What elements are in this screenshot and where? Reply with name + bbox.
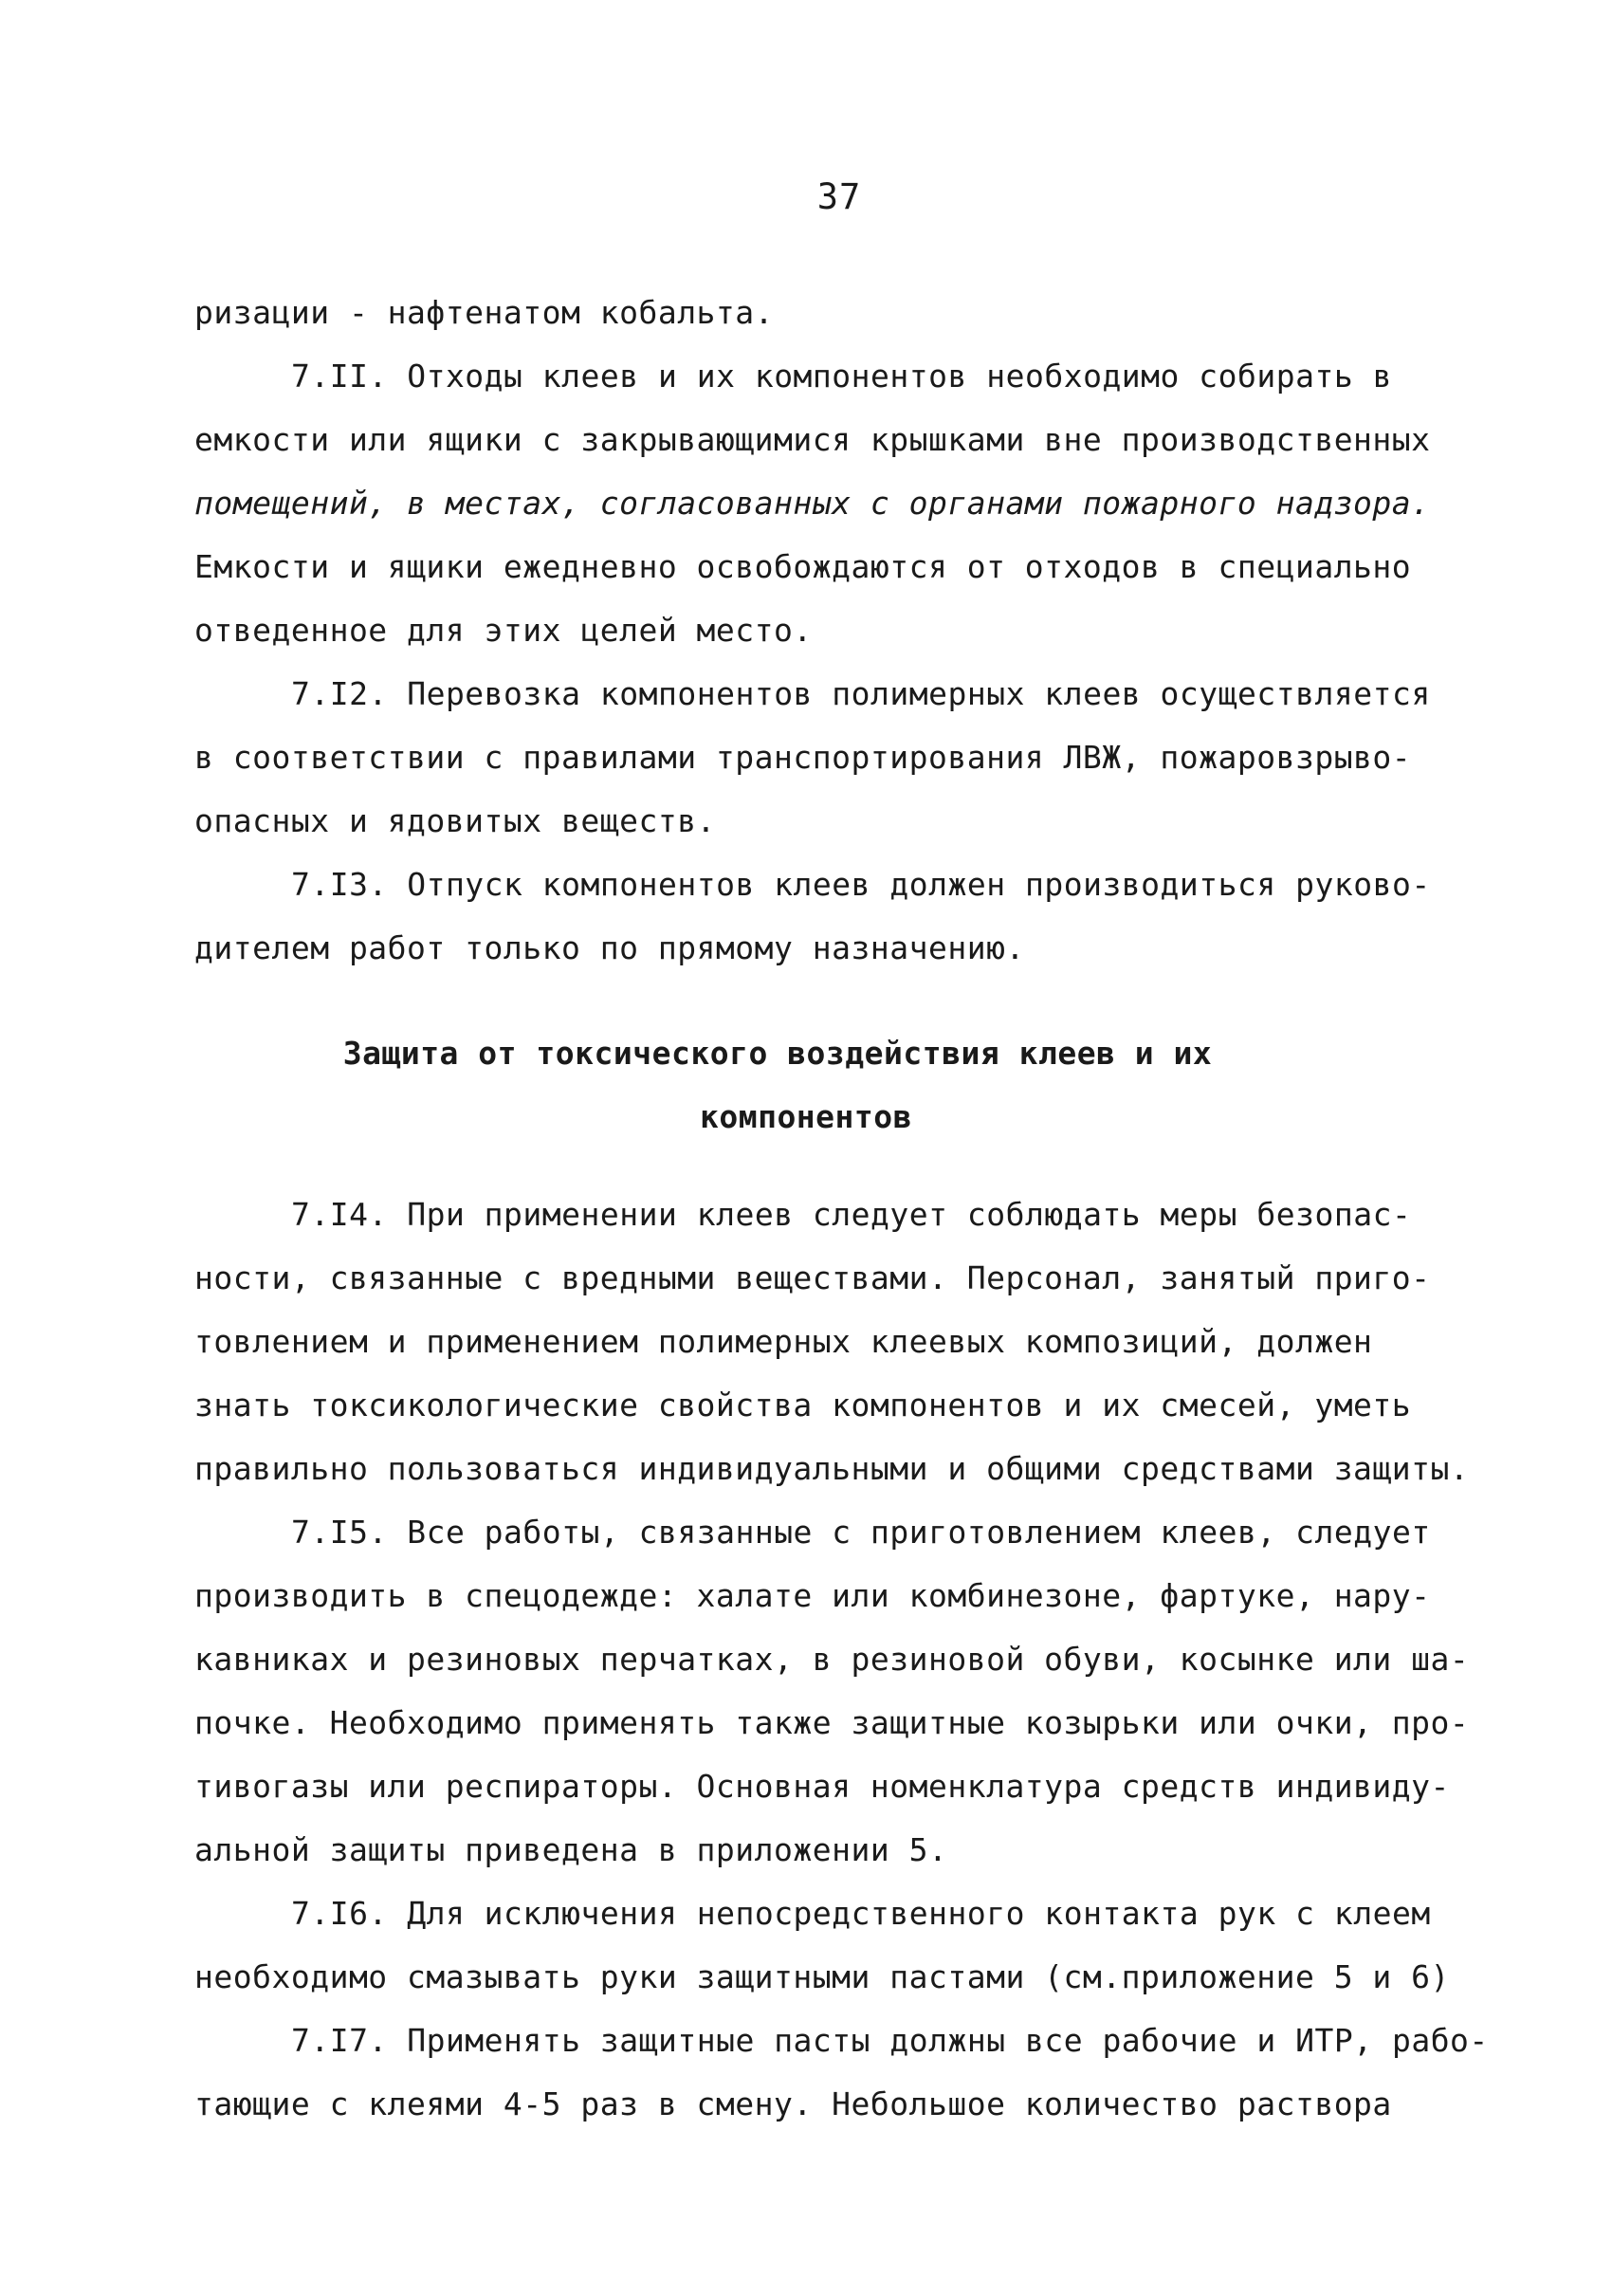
text-line: дителем работ только по прямому назначению. xyxy=(194,929,1025,966)
text-line: необходимо смазывать руки защитными пастами (см.приложение 5 и 6) xyxy=(194,1958,1450,1995)
paragraph-7-12-start: 7.I2. Перевозка компонентов полимерных клеев осуществляется xyxy=(291,675,1431,712)
text-line: тивогазы или респираторы. Основная номенклатура средств индивиду- xyxy=(194,1768,1450,1805)
text-line: Емкости и ящики ежедневно освобождаются от отходов в специально xyxy=(194,548,1412,585)
text-line: знать токсикологические свойства компонентов и их смесей, уметь xyxy=(194,1387,1412,1424)
section-heading-line-2: компонентов xyxy=(699,1098,913,1135)
paragraph-7-14-start: 7.I4. При применении клеев следует соблюдать меры безопас- xyxy=(291,1196,1412,1233)
paragraph-7-13-start: 7.I3. Отпуск компонентов клеев должен производиться руково- xyxy=(291,866,1431,903)
text-block-toxic-protection xyxy=(194,1183,1489,2136)
text-line: почке. Необходимо применять также защитные козырьки или очки, про- xyxy=(194,1704,1470,1741)
text-line: емкости или ящики с закрывающимися крышками вне производственных xyxy=(194,421,1431,458)
text-line: производить в спецодежде: халате или комбинезоне, фартуке, нару- xyxy=(194,1577,1431,1614)
text-line: в соответствии с правилами транспортирования ЛВЖ, пожаровзрыво- xyxy=(194,739,1412,776)
paragraph-7-11-start: 7.II. Отходы клеев и их компонентов необходимо собирать в xyxy=(291,358,1392,395)
text-line: помещений, в местах, согласованных с органами пожарного надзора. xyxy=(194,485,1431,522)
page-number: 37 xyxy=(816,176,862,217)
text-line: отведенное для этих целей место. xyxy=(194,612,813,649)
text-line: ризации - нафтенатом кобальта. xyxy=(194,294,775,331)
text-line: товлением и применением полимерных клеевых композиций, должен xyxy=(194,1323,1373,1360)
paragraph-7-16-start: 7.I6. Для исключения непосредственного контакта рук с клеем xyxy=(291,1895,1431,1932)
text-line: альной защиты приведена в приложении 5. xyxy=(194,1831,948,1868)
paragraph-7-17-start: 7.I7. Применять защитные пасты должны все рабочие и ИТР, рабо- xyxy=(291,2022,1489,2059)
paragraph-7-15-start: 7.I5. Все работы, связанные с приготовлением клеев, следует xyxy=(291,1514,1431,1551)
text-block-waste-transport xyxy=(194,281,1446,980)
text-line: опасных и ядовитых веществ. xyxy=(194,802,716,839)
text-line: кавниках и резиновых перчатках, в резиновой обуви, косынке или ша- xyxy=(194,1641,1470,1678)
section-heading-line-1: Защита от токсического воздействия клеев и их xyxy=(342,1035,1213,1072)
text-line: правильно пользоваться индивидуальными и общими средствами защиты. xyxy=(194,1450,1470,1487)
text-line: тающие с клеями 4-5 раз в смену. Небольшое количество раствора xyxy=(194,2085,1392,2122)
text-line: ности, связанные с вредными веществами. Персонал, занятый приго- xyxy=(194,1259,1431,1296)
